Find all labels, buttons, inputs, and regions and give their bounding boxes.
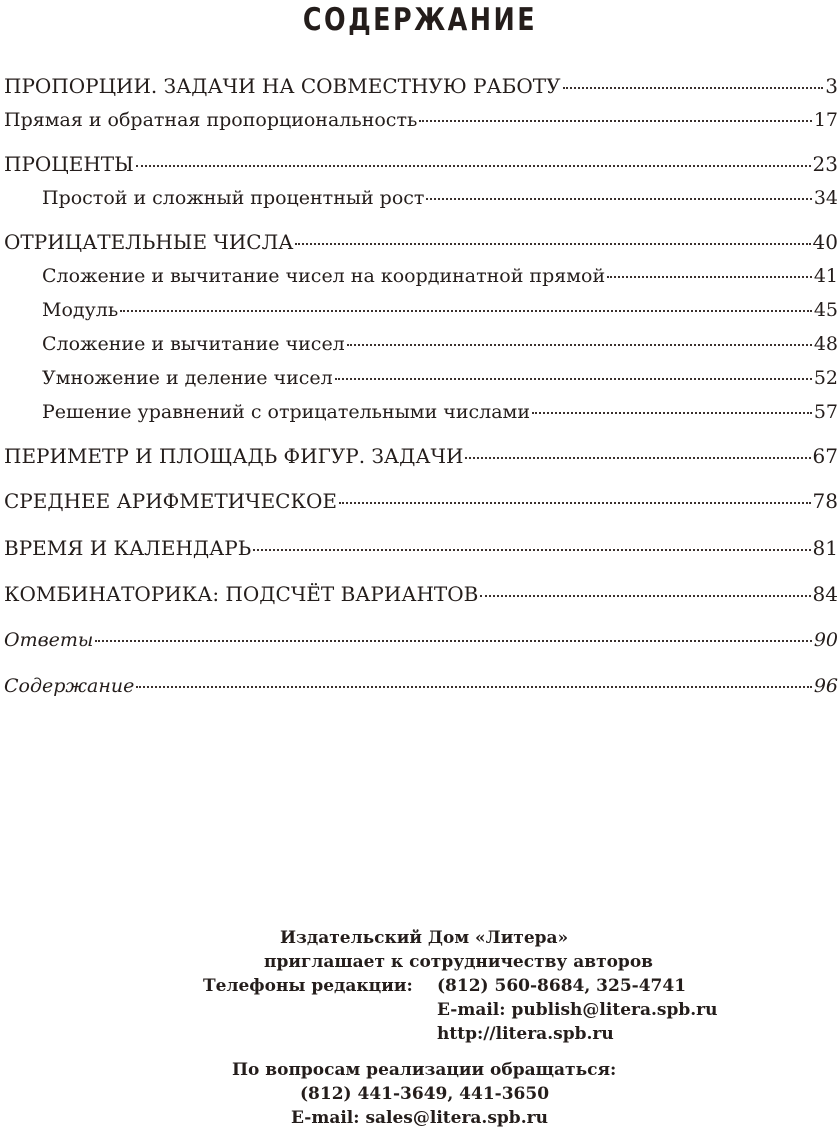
toc-entry-label: Модуль [42, 299, 119, 321]
toc-entry[interactable] [4, 629, 838, 651]
toc-entry-page: 48 [813, 333, 838, 355]
toc-entry[interactable] [42, 333, 838, 355]
dot-leader [335, 378, 812, 380]
toc-entry[interactable] [4, 230, 838, 254]
toc-entry[interactable] [4, 74, 838, 98]
dot-leader [295, 243, 810, 245]
toc-entry[interactable] [4, 152, 838, 176]
dot-leader [95, 640, 811, 642]
toc-entry[interactable] [42, 367, 838, 389]
toc-entry[interactable] [42, 187, 838, 209]
toc-entry-page: 41 [813, 265, 838, 287]
dot-leader [347, 344, 812, 346]
dot-leader [480, 595, 810, 597]
dot-leader [532, 412, 812, 414]
toc-entry-label: Прямая и обратная пропорциональность [4, 109, 418, 131]
toc-entry-page: 45 [813, 299, 838, 321]
toc-entry-page: 23 [812, 152, 838, 176]
phones: (812) 560-8684, 325-4741 [437, 976, 687, 996]
toc-entry-label: ОТРИЦАТЕЛЬНЫЕ ЧИСЛА [4, 230, 294, 254]
sales-email-link[interactable]: E-mail: sales@litera.spb.ru [291, 1108, 548, 1128]
toc-entry-label: Простой и сложный процентный рост [42, 187, 425, 209]
toc-entry[interactable] [4, 675, 838, 697]
toc-entry-label: Решение уравнений с отрицательными числами [42, 401, 530, 423]
dot-leader [563, 87, 824, 89]
sales-phones: (812) 441-3649, 441-3650 [300, 1084, 550, 1104]
dot-leader [339, 502, 811, 504]
toc-entry-page: 81 [812, 536, 838, 560]
toc-entry-page: 96 [813, 675, 838, 697]
toc-entry-label: ПЕРИМЕТР И ПЛОЩАДЬ ФИГУР. ЗАДАЧИ [4, 444, 464, 468]
toc-entry-page: 40 [812, 230, 838, 254]
toc-entry[interactable] [42, 299, 838, 321]
email-link[interactable]: E-mail: publish@litera.spb.ru [437, 1000, 718, 1020]
phones-label: Телефоны редакции: [203, 976, 413, 996]
toc-entry-label: Сложение и вычитание чисел на координатной прямой [42, 265, 606, 287]
toc-entry-label: КОМБИНАТОРИКА: ПОДСЧЁТ ВАРИАНТОВ [4, 582, 479, 606]
toc-entry[interactable] [42, 401, 838, 423]
toc-entry-label: СРЕДНЕЕ АРИФМЕТИЧЕСКОЕ [4, 489, 337, 513]
toc-entry-label: Ответы [4, 629, 94, 651]
toc-entry-label: Умножение и деление чисел [42, 367, 333, 389]
publisher-invite: приглашает к сотрудничеству авторов [264, 952, 653, 972]
dot-leader [426, 198, 811, 200]
toc-entry-label: ПРОЦЕНТЫ [4, 152, 134, 176]
toc-entry-page: 17 [813, 109, 838, 131]
page-title: СОДЕРЖАНИЕ [302, 2, 538, 38]
toc-entry-label: Сложение и вычитание чисел [42, 333, 345, 355]
dot-leader [136, 165, 811, 167]
dot-leader [253, 549, 810, 551]
toc-entry-label: Содержание [4, 675, 135, 697]
toc-entry-label: ПРОПОРЦИИ. ЗАДАЧИ НА СОВМЕСТНУЮ РАБОТУ [4, 74, 561, 98]
dot-leader [607, 276, 812, 278]
dot-leader [120, 310, 812, 312]
publisher-name: Издательский Дом «Литера» [280, 928, 569, 948]
toc-entry-label: ВРЕМЯ И КАЛЕНДАРЬ [4, 536, 252, 560]
sales-label: По вопросам реализации обращаться: [232, 1060, 617, 1080]
toc-entry-page: 90 [813, 629, 838, 651]
dot-leader [465, 457, 810, 459]
dot-leader [419, 120, 812, 122]
toc-entry-page: 52 [813, 367, 838, 389]
toc-entry-page: 78 [812, 489, 838, 513]
toc-entry[interactable] [4, 444, 838, 468]
toc-entry-page: 67 [812, 444, 838, 468]
toc-entry[interactable] [4, 582, 838, 606]
toc-entry-page: 57 [813, 401, 838, 423]
toc-entry-page: 34 [813, 187, 838, 209]
dot-leader [136, 686, 811, 688]
toc-entry[interactable] [4, 109, 838, 131]
toc-entry[interactable] [4, 489, 838, 513]
toc-entry[interactable] [4, 536, 838, 560]
toc-entry[interactable] [42, 265, 838, 287]
toc-entry-page: 3 [825, 74, 838, 98]
toc-entry-page: 84 [812, 582, 838, 606]
website-link[interactable]: http://litera.spb.ru [437, 1024, 614, 1044]
